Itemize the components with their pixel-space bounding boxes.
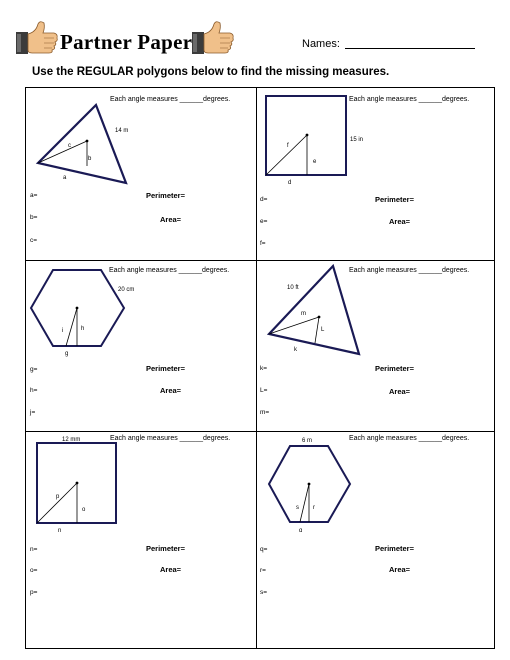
angle-prompt: Each angle measures ______degrees.: [349, 435, 470, 442]
problem-cell-square-1: [257, 88, 487, 261]
angle-prompt: Each angle measures ______degrees.: [349, 96, 470, 103]
answer-blank: k=: [260, 365, 268, 372]
segment-label: s: [296, 505, 299, 511]
worksheet-grid: [25, 87, 495, 649]
area-label: Area=: [389, 387, 411, 396]
answer-blank: r=: [260, 567, 266, 574]
answer-blank: s=: [260, 589, 268, 596]
angle-prompt: Each angle measures ______degrees.: [110, 435, 231, 442]
names-label: Names:: [302, 38, 340, 50]
segment-label: o: [82, 507, 86, 513]
area-label: Area=: [389, 565, 411, 574]
answer-blank: L=: [260, 387, 268, 394]
problem-cell-hexagon-1: [26, 261, 256, 434]
triangle-figure: [257, 261, 487, 361]
segment-label: b: [88, 156, 92, 162]
perimeter-label: Perimeter=: [375, 364, 414, 373]
triangle-figure: [26, 88, 256, 188]
answer-blank: g=: [30, 366, 38, 373]
answer-blank: m=: [260, 409, 270, 416]
segment-label: e: [313, 159, 317, 165]
area-label: Area=: [160, 386, 182, 395]
page-header: [0, 0, 510, 60]
segment-label: m: [301, 311, 306, 317]
segment-label: p: [56, 494, 60, 500]
perimeter-label: Perimeter=: [146, 544, 185, 553]
page-title: Partner Paper: [60, 30, 193, 54]
hexagon-figure: [26, 261, 256, 361]
answer-blank: c=: [30, 237, 38, 244]
segment-label: c: [68, 143, 71, 149]
segment-label: k: [294, 347, 297, 353]
answer-blank: b=: [30, 214, 38, 221]
area-label: Area=: [160, 215, 182, 224]
answer-blank: q=: [260, 546, 268, 553]
hexagon-figure: [257, 432, 487, 532]
answer-blank: e=: [260, 218, 268, 225]
segment-label: q: [299, 528, 303, 532]
problem-cell-triangle-1: [26, 88, 256, 261]
perimeter-label: Perimeter=: [375, 195, 414, 204]
angle-prompt: Each angle measures ______degrees.: [110, 96, 231, 103]
side-length-label: 15 in: [350, 137, 364, 143]
segment-label: a: [63, 175, 67, 181]
segment-label: f: [287, 143, 289, 149]
segment-label: g: [65, 351, 69, 357]
thumbs-up-icon: [190, 20, 236, 56]
problem-cell-triangle-2: [257, 261, 487, 434]
segment-label: h: [81, 326, 85, 332]
answer-blank: o=: [30, 567, 38, 574]
side-length-label: 10 ft: [287, 285, 299, 291]
problem-cell-hexagon-2: [257, 432, 487, 605]
answer-blank: n=: [30, 546, 38, 553]
perimeter-label: Perimeter=: [375, 544, 414, 553]
answer-blank: a=: [30, 192, 38, 199]
side-length-label: 12 mm: [62, 437, 81, 443]
square-figure: [257, 88, 487, 188]
area-label: Area=: [160, 565, 182, 574]
side-length-label: 20 cm: [118, 287, 135, 293]
perimeter-label: Perimeter=: [146, 191, 185, 200]
angle-prompt: Each angle measures ______degrees.: [109, 267, 230, 274]
segment-label: d: [288, 180, 292, 186]
names-blank-line: [345, 48, 475, 49]
answer-blank: f=: [260, 240, 266, 247]
square-figure: [26, 432, 256, 532]
answer-blank: j=: [30, 409, 36, 416]
side-length-label: 14 m: [115, 128, 129, 134]
answer-blank: h=: [30, 387, 38, 394]
segment-label: i: [62, 328, 64, 334]
segment-label: r: [313, 505, 315, 511]
angle-prompt: Each angle measures ______degrees.: [349, 267, 470, 274]
instruction-text: Use the REGULAR polygons below to find the missing measures.: [32, 66, 390, 78]
thumbs-up-icon: [14, 20, 60, 56]
answer-blank: p=: [30, 589, 38, 596]
segment-label: n: [58, 528, 62, 532]
side-length-label: 6 m: [302, 438, 313, 444]
area-label: Area=: [389, 217, 411, 226]
answer-blank: d=: [260, 196, 268, 203]
perimeter-label: Perimeter=: [146, 364, 185, 373]
segment-label: L: [321, 327, 325, 333]
problem-cell-square-2: [26, 432, 256, 605]
